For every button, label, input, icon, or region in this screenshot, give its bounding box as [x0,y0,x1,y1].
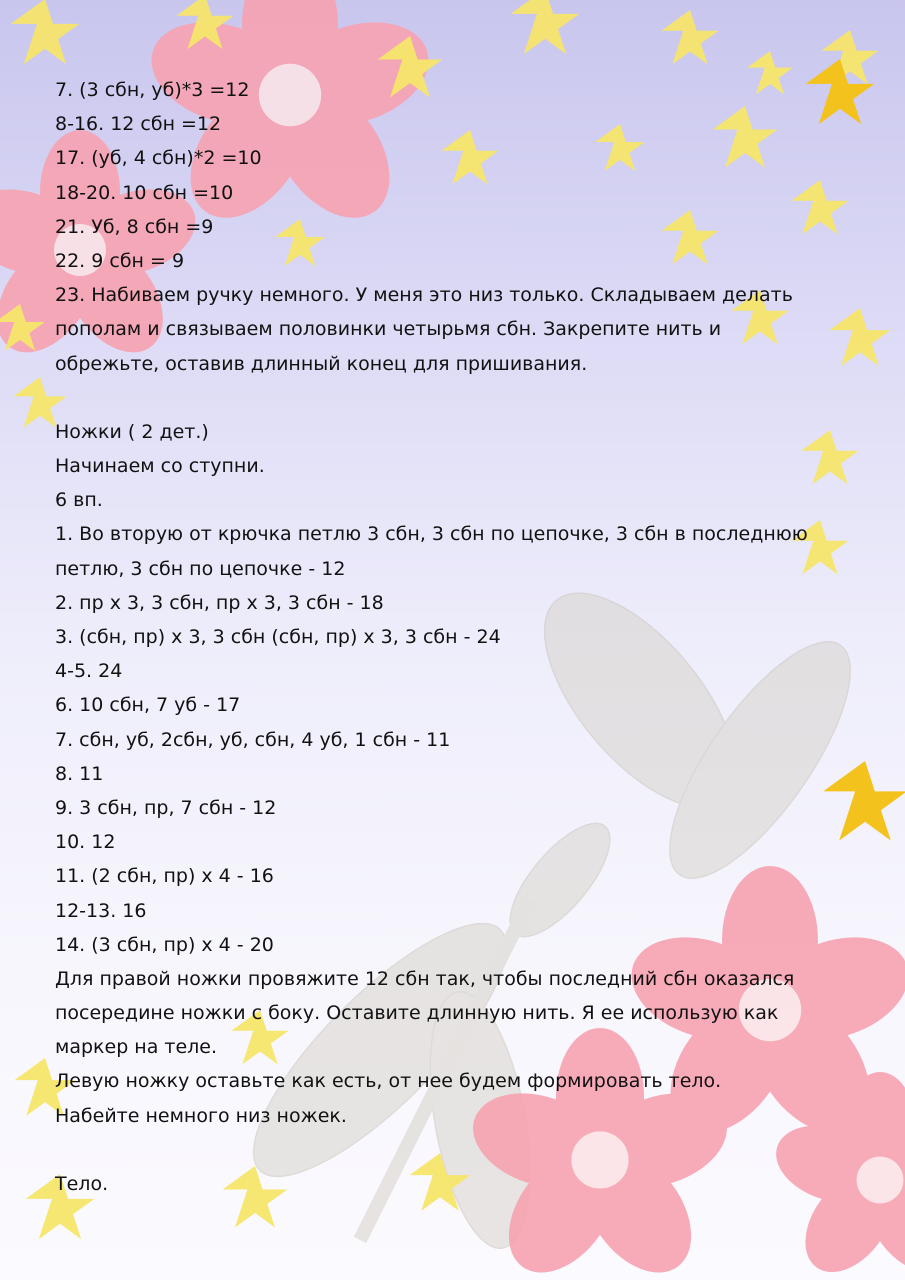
text-line: 22. 9 сбн = 9 [55,249,185,272]
text-line: 6. 10 сбн, 7 уб - 17 [55,694,241,717]
text-line: 3. (сбн, пр) х 3, 3 сбн (сбн, пр) х 3, 3 сбн - 24 [55,626,501,648]
text-line: 4-5. 24 [55,660,123,683]
text-line: 21. Уб, 8 сбн =9 [55,215,214,238]
text-line: Левую ножку оставьте как есть, от нее будем формировать тело. [55,1070,722,1093]
text-line: 11. (2 сбн, пр) х 4 - 16 [55,865,274,888]
text-line: Набейте немного низ ножек. [55,1104,347,1127]
text-line: 10. 12 [55,831,116,854]
text-line: 8-16. 12 сбн =12 [55,113,222,136]
text-line: 18-20. 10 сбн =10 [55,181,234,204]
text-line: 6 вп. [55,489,103,512]
text-line: 9. 3 сбн, пр, 7 сбн - 12 [55,796,277,819]
text-line: 23. Набиваем ручку немного. У меня это низ только. Складываем делать [55,284,793,307]
text-line: 8. 11 [55,762,104,785]
text-line: 7. (3 сбн, уб)*3 =12 [55,79,250,101]
section-heading-body: Тело. [55,1173,109,1195]
text-line: посередине ножки с боку. Оставите длинную нить. Я ее использую как [55,1002,779,1025]
text-line: Для правой ножки провяжите 12 сбн так, чтобы последний сбн оказался [55,967,795,990]
text-line: Начинаем со ступни. [55,455,265,478]
text-line: 14. (3 сбн, пр) х 4 - 20 [55,933,274,956]
text-line: 2. пр х 3, 3 сбн, пр х 3, 3 сбн - 18 [55,591,384,614]
text-line: обрежьте, оставив длинный конец для пришивания. [55,352,588,375]
pattern-text [55,73,855,1201]
text-line: 17. (уб, 4 сбн)*2 =10 [55,147,262,170]
text-line: маркер на теле. [55,1036,218,1059]
blank-line [55,1133,855,1167]
blank-line [55,381,855,415]
section-heading-legs: Ножки ( 2 дет.) [55,420,209,443]
text-line: 7. сбн, уб, 2сбн, уб, сбн, 4 уб, 1 сбн - 11 [55,728,451,751]
text-line: петлю, 3 сбн по цепочке - 12 [55,557,346,580]
text-line: 1. Во вторую от крючка петлю 3 сбн, 3 сбн по цепочке, 3 сбн в последнюю [55,523,808,546]
text-line: пополам и связываем половинки четырьмя сбн. Закрепите нить и [55,318,722,341]
text-line: 12-13. 16 [55,899,147,922]
